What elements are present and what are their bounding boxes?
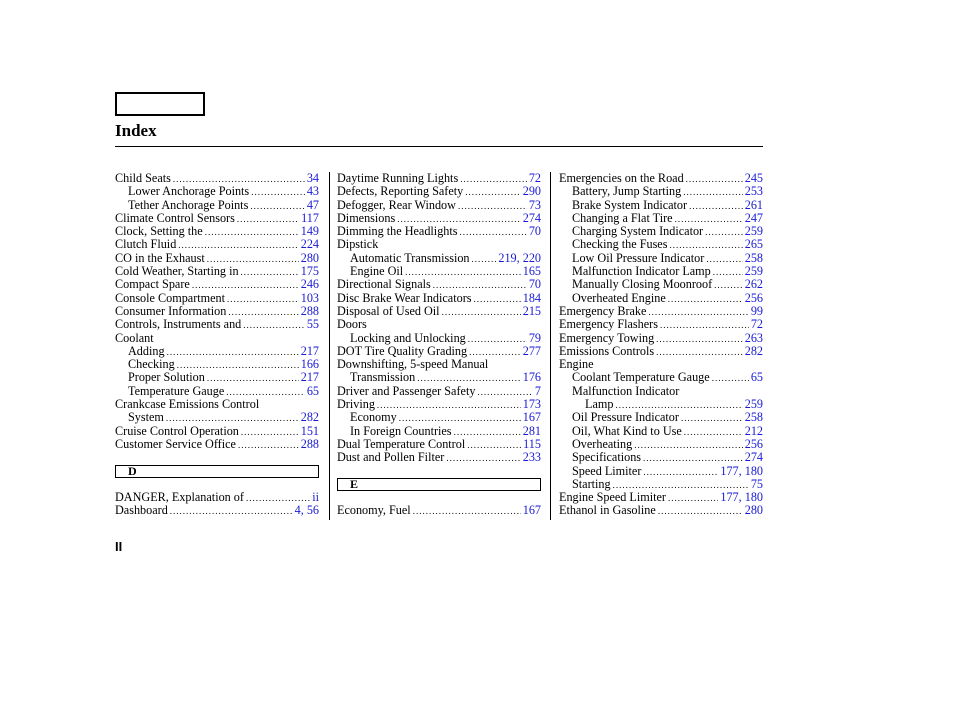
index-entry <box>115 425 319 438</box>
entry-label: Checking <box>128 357 175 372</box>
entry-label: Emergency Flashers <box>559 317 658 332</box>
dot-leader <box>468 333 527 346</box>
index-entry <box>115 398 319 411</box>
index-entry <box>115 199 319 212</box>
index-entry <box>115 212 319 225</box>
entry-label: Downshifting, 5-speed Manual <box>337 357 489 372</box>
entry-label: Manually Closing Moonroof <box>572 277 713 292</box>
dot-leader <box>167 346 299 359</box>
index-entry <box>559 491 763 504</box>
index-entry <box>559 358 763 371</box>
dot-leader <box>237 213 299 226</box>
page-reference-link[interactable]: 175 <box>300 264 319 279</box>
entry-label: Cold Weather, Starting in <box>115 264 239 279</box>
dot-leader <box>683 186 742 199</box>
entry-label: Brake System Indicator <box>572 197 688 212</box>
page-reference-link[interactable]: 65 <box>306 383 319 398</box>
index-entry <box>559 332 763 345</box>
page-reference-link[interactable]: 280 <box>744 503 763 518</box>
index-entry <box>559 305 763 318</box>
page-reference-link[interactable]: 259 <box>744 224 763 239</box>
entry-label: Customer Service Office <box>115 436 236 451</box>
entry-label: Dust and Pollen Filter <box>337 450 445 465</box>
page-reference-link[interactable]: 103 <box>300 290 319 305</box>
entry-label: Engine Speed Limiter <box>559 490 666 505</box>
entry-label: Driver and Passenger Safety <box>337 383 476 398</box>
dot-leader <box>465 186 520 199</box>
page-reference-link[interactable]: 167 <box>522 503 541 518</box>
entry-label: Defogger, Rear Window <box>337 197 456 212</box>
entry-label: Temperature Gauge <box>128 383 225 398</box>
entry-label: Engine <box>559 357 594 372</box>
entry-label: Coolant <box>115 330 154 345</box>
entry-label: Console Compartment <box>115 290 226 305</box>
entry-label: Tether Anchorage Points <box>128 197 249 212</box>
page-reference-link[interactable]: 99 <box>750 303 763 318</box>
index-entry <box>115 345 319 358</box>
index-entry <box>337 398 541 411</box>
index-entry <box>115 491 319 504</box>
dot-leader <box>241 266 299 279</box>
entry-label: Proper Solution <box>128 370 205 385</box>
page-reference-link[interactable]: 281 <box>522 423 541 438</box>
entry-label: Adding <box>128 343 165 358</box>
page-reference-link[interactable]: 167 <box>522 410 541 425</box>
entry-label: Disposal of Used Oil <box>337 303 440 318</box>
dot-leader <box>467 439 521 452</box>
index-entry <box>337 212 541 225</box>
entry-label: Lamp <box>585 397 614 412</box>
page-reference-link[interactable]: 258 <box>744 410 763 425</box>
main-menu-button[interactable] <box>115 92 205 116</box>
dot-leader <box>705 226 743 239</box>
index-entry <box>115 172 319 185</box>
index-entry <box>559 371 763 384</box>
entry-label: Oil Pressure Indicator <box>572 410 679 425</box>
page-reference-link[interactable]: 73 <box>528 197 541 212</box>
entry-label: Dimensions <box>337 210 396 225</box>
page-reference-link[interactable]: 256 <box>744 290 763 305</box>
page-reference-link[interactable]: 247 <box>744 210 763 225</box>
page-reference-link[interactable]: 75 <box>750 476 763 491</box>
index-entry <box>559 252 763 265</box>
column-divider <box>550 172 551 520</box>
entry-label: Overheated Engine <box>572 290 666 305</box>
dot-leader <box>205 226 299 239</box>
index-entry <box>115 252 319 265</box>
entry-label: Daytime Running Lights <box>337 171 459 185</box>
index-entry <box>337 385 541 398</box>
index-entry <box>115 305 319 318</box>
entry-label: Defects, Reporting Safety <box>337 184 464 199</box>
dot-leader <box>668 293 743 306</box>
index-entry <box>559 465 763 478</box>
spacer <box>115 451 319 464</box>
entry-label: Clock, Setting the <box>115 224 203 239</box>
column-divider <box>329 172 330 520</box>
page-reference-link[interactable]: 246 <box>300 277 319 292</box>
entry-label: Driving <box>337 397 375 412</box>
entry-label: Malfunction Indicator <box>572 383 680 398</box>
page-reference-link[interactable]: 70 <box>528 277 541 292</box>
entry-label: In Foreign Countries <box>350 423 452 438</box>
index-entry <box>337 172 541 185</box>
section-header: E <box>337 478 541 491</box>
entry-label: Dual Temperature Control <box>337 436 466 451</box>
dot-leader <box>413 505 521 518</box>
page-reference-link[interactable]: 115 <box>523 436 541 451</box>
title-rule <box>115 146 763 147</box>
index-entry <box>115 438 319 451</box>
index-entry <box>337 185 541 198</box>
page-reference-link[interactable]: 7 <box>534 383 541 398</box>
dot-leader <box>668 492 718 505</box>
index-entry <box>115 278 319 291</box>
index-entry <box>559 318 763 331</box>
entry-label: Overheating <box>572 436 633 451</box>
page-reference-link[interactable]: 176 <box>522 370 541 385</box>
page-reference-link[interactable]: 245 <box>744 171 763 185</box>
dot-leader <box>227 293 299 306</box>
entry-label: Checking the Fuses <box>572 237 668 252</box>
page-reference-link[interactable]: 34 <box>306 171 319 185</box>
dot-leader <box>243 319 305 332</box>
page-reference-link[interactable]: 258 <box>744 250 763 265</box>
index-column-2 <box>337 172 541 517</box>
entry-label: Malfunction Indicator Lamp <box>572 264 711 279</box>
entry-label: Changing a Flat Tire <box>572 210 673 225</box>
page-reference-link[interactable]: 212 <box>744 423 763 438</box>
entry-label: Controls, Instruments and <box>115 317 242 332</box>
page-reference-link[interactable]: 65 <box>750 370 763 385</box>
entry-label: Cruise Control Operation <box>115 423 239 438</box>
index-entry <box>559 478 763 491</box>
index-entry <box>559 199 763 212</box>
index-entry <box>337 451 541 464</box>
page-reference-link[interactable]: 262 <box>744 277 763 292</box>
page-reference-link[interactable]: 280 <box>300 250 319 265</box>
index-entry <box>115 411 319 424</box>
page-reference-link[interactable]: 282 <box>300 410 319 425</box>
index-column-1 <box>115 172 319 517</box>
dot-leader <box>713 266 743 279</box>
index-entry <box>559 411 763 424</box>
entry-label: Directional Signals <box>337 277 431 292</box>
page-reference-link[interactable]: 43 <box>306 184 319 199</box>
index-entry <box>559 172 763 185</box>
page-reference-link[interactable]: 274 <box>522 210 541 225</box>
page-reference-link[interactable]: 215 <box>522 303 541 318</box>
page-reference-link[interactable]: 79 <box>528 330 541 345</box>
entry-label: Emissions Controls <box>559 343 655 358</box>
page-reference-link[interactable]: 184 <box>522 290 541 305</box>
index-entry <box>337 199 541 212</box>
entry-label: Specifications <box>572 450 642 465</box>
page-reference-link[interactable]: 219, 220 <box>498 250 541 265</box>
entry-label: Low Oil Pressure Indicator <box>572 250 705 265</box>
entry-label: Transmission <box>350 370 416 385</box>
page-reference-link[interactable]: 117 <box>301 210 319 225</box>
entry-label: Emergency Brake <box>559 303 647 318</box>
page-number: II <box>115 539 123 554</box>
entry-label: System <box>128 410 164 425</box>
index-entry <box>115 185 319 198</box>
entry-label: Economy, Fuel <box>337 503 411 518</box>
index-entry <box>559 212 763 225</box>
index-entry <box>115 358 319 371</box>
dot-leader <box>648 306 748 319</box>
index-entry <box>559 185 763 198</box>
page-reference-link[interactable]: 72 <box>750 317 763 332</box>
entry-label: Consumer Information <box>115 303 227 318</box>
dot-leader <box>656 346 743 359</box>
index-entry <box>337 345 541 358</box>
index-entry <box>337 252 541 265</box>
index-entry <box>115 238 319 251</box>
page-reference-link[interactable]: 277 <box>522 343 541 358</box>
index-entry <box>337 292 541 305</box>
entry-label: Crankcase Emissions Control <box>115 397 260 412</box>
index-entry <box>115 332 319 345</box>
dot-leader <box>712 372 749 385</box>
entry-label: Clutch Fluid <box>115 237 177 252</box>
page-reference-link[interactable]: 265 <box>744 237 763 252</box>
dot-leader <box>442 306 521 319</box>
index-entry <box>337 305 541 318</box>
dot-leader <box>689 200 743 213</box>
dot-leader <box>681 412 743 425</box>
spacer <box>337 465 541 478</box>
entry-label: Dipstick <box>337 237 379 252</box>
entry-label: Ethanol in Gasoline <box>559 503 656 518</box>
index-entry <box>337 504 541 517</box>
entry-label: Speed Limiter <box>572 463 642 478</box>
dot-leader <box>241 426 299 439</box>
page-reference-link[interactable]: ii <box>312 489 319 504</box>
entry-label: Disc Brake Wear Indicators <box>337 290 472 305</box>
index-entry <box>337 318 541 331</box>
page-reference-link[interactable]: 151 <box>300 423 319 438</box>
dot-leader <box>474 293 521 306</box>
index-entry <box>115 318 319 331</box>
entry-label: CO in the Exhaust <box>115 250 205 265</box>
index-entry <box>337 358 541 371</box>
dot-leader <box>472 253 497 266</box>
entry-label: Doors <box>337 317 367 332</box>
page-reference-link[interactable]: 173 <box>522 397 541 412</box>
page-reference-link[interactable]: 288 <box>300 303 319 318</box>
entry-label: Coolant Temperature Gauge <box>572 370 710 385</box>
page-reference-link[interactable]: 149 <box>300 224 319 239</box>
index-entry <box>115 504 319 517</box>
dot-leader <box>660 319 749 332</box>
page-reference-link[interactable]: 233 <box>522 450 541 465</box>
spacer <box>115 478 319 491</box>
index-entry <box>559 438 763 451</box>
index-entry <box>337 371 541 384</box>
entry-label: Engine Oil <box>350 264 404 279</box>
entry-label: Emergencies on the Road <box>559 171 684 185</box>
index-entry <box>337 225 541 238</box>
page-reference-link[interactable]: 217 <box>300 343 319 358</box>
spacer <box>337 491 541 504</box>
page-reference-link[interactable]: 259 <box>744 397 763 412</box>
index-entry <box>115 371 319 384</box>
entry-label: Lower Anchorage Points <box>128 184 250 199</box>
page-reference-link[interactable]: 253 <box>744 184 763 199</box>
index-entry <box>559 225 763 238</box>
page-reference-link[interactable]: 259 <box>744 264 763 279</box>
page-reference-link[interactable]: 224 <box>300 237 319 252</box>
dot-leader <box>460 173 527 186</box>
entry-label: Automatic Transmission <box>350 250 470 265</box>
index-entry <box>559 345 763 358</box>
entry-label: Starting <box>572 476 611 491</box>
index-entry <box>337 238 541 251</box>
page-reference-link[interactable]: 47 <box>306 197 319 212</box>
index-entry <box>115 265 319 278</box>
page-reference-link[interactable]: 290 <box>522 184 541 199</box>
page-reference-link[interactable]: 288 <box>300 436 319 451</box>
entry-label: Child Seats <box>115 171 171 185</box>
dot-leader <box>658 505 743 518</box>
page-title: Index <box>115 121 157 140</box>
index-entry <box>337 425 541 438</box>
entry-label: Oil, What Kind to Use <box>572 423 682 438</box>
index-entry <box>337 278 541 291</box>
dot-leader <box>684 426 743 439</box>
index-entry <box>559 385 763 398</box>
index-entry <box>115 292 319 305</box>
entry-label: DANGER, Explanation of <box>115 489 244 504</box>
page-reference-link[interactable]: 165 <box>522 264 541 279</box>
index-entry <box>337 265 541 278</box>
page-reference-link[interactable]: 4, 56 <box>294 503 319 518</box>
index-entry <box>337 332 541 345</box>
dot-leader <box>251 186 305 199</box>
page-reference-link[interactable]: 70 <box>528 224 541 239</box>
page-reference-link[interactable]: 274 <box>744 450 763 465</box>
entry-label: Economy <box>350 410 397 425</box>
index-entry <box>559 504 763 517</box>
index-entry <box>115 225 319 238</box>
page-reference-link[interactable]: 177, 180 <box>720 463 763 478</box>
dot-leader <box>170 505 293 518</box>
page-reference-link[interactable]: 72 <box>528 171 541 185</box>
entry-label: Climate Control Sensors <box>115 210 235 225</box>
dot-leader <box>458 200 527 213</box>
page-reference-link[interactable]: 177, 180 <box>720 490 763 505</box>
page-reference-link[interactable]: 282 <box>744 343 763 358</box>
index-entry <box>559 398 763 411</box>
entry-label: DOT Tire Quality Grading <box>337 343 468 358</box>
dot-leader <box>714 279 743 292</box>
page-reference-link[interactable]: 166 <box>300 357 319 372</box>
dot-leader <box>238 439 299 452</box>
page-reference-link[interactable]: 263 <box>744 330 763 345</box>
section-header: D <box>115 465 319 478</box>
index-entry <box>559 265 763 278</box>
index-entry <box>337 438 541 451</box>
page-reference-link[interactable]: 55 <box>306 317 319 332</box>
index-entry <box>559 292 763 305</box>
dot-leader <box>460 226 527 239</box>
dot-leader <box>446 452 520 465</box>
entry-label: Compact Spare <box>115 277 190 292</box>
dot-leader <box>686 173 743 186</box>
entry-label: Charging System Indicator <box>572 224 704 239</box>
entry-label: Emergency Towing <box>559 330 655 345</box>
entry-label: Locking and Unlocking <box>350 330 466 345</box>
dot-leader <box>643 466 718 479</box>
index-column-3 <box>559 172 763 518</box>
index-entry <box>115 385 319 398</box>
index-entry <box>559 278 763 291</box>
index-entry <box>559 238 763 251</box>
dot-leader <box>706 253 742 266</box>
entry-label: Dashboard <box>115 503 168 518</box>
dot-leader <box>377 399 521 412</box>
page-reference-link[interactable]: 261 <box>744 197 763 212</box>
entry-label: Dimming the Headlights <box>337 224 458 239</box>
entry-label: Battery, Jump Starting <box>572 184 682 199</box>
page-reference-link[interactable]: 256 <box>744 436 763 451</box>
page-reference-link[interactable]: 217 <box>300 370 319 385</box>
dot-leader <box>634 439 742 452</box>
dot-leader <box>656 333 743 346</box>
dot-leader <box>250 200 304 213</box>
index-entry <box>559 451 763 464</box>
index-entry <box>337 411 541 424</box>
index-entry <box>559 425 763 438</box>
